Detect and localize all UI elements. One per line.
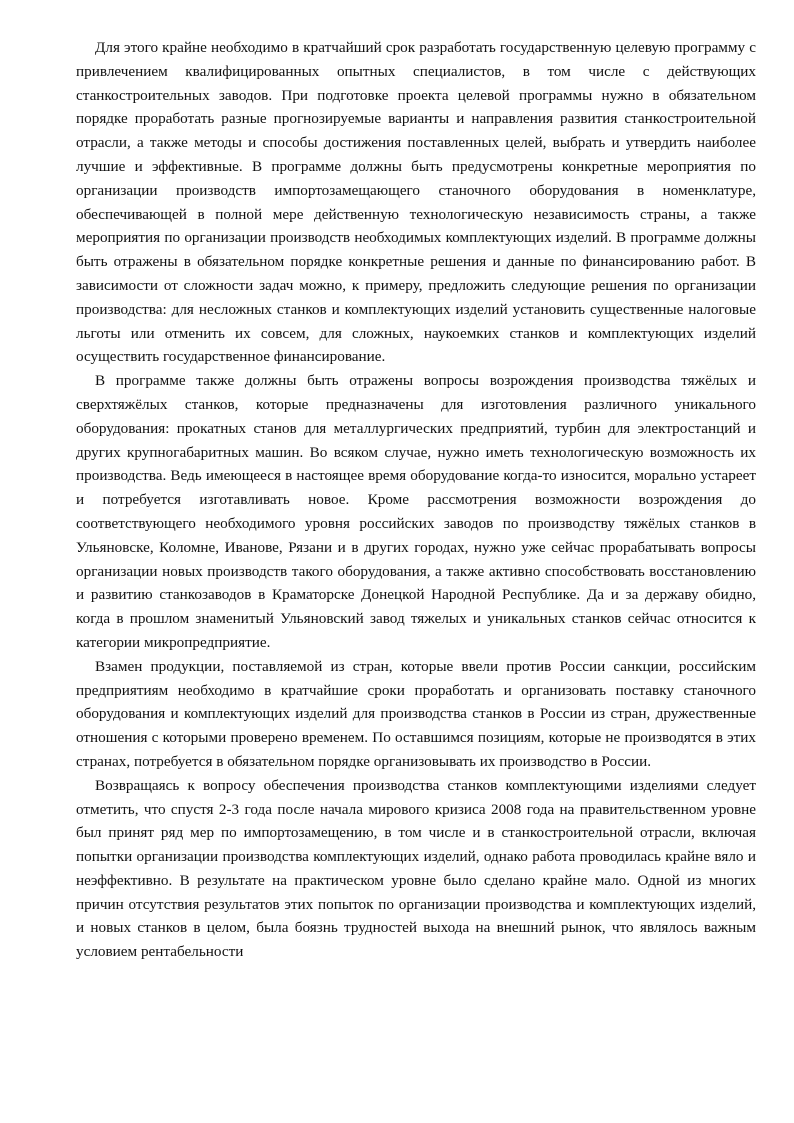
paragraph-2: В программе также должны быть отражены вопросы возрождения производства тяжёлых и сверхтяжёлых станков, которые предназначены для изготовления различного уникального оборудования: прокатных станов для металлургических предприятий, турбин для электростанций и других крупногабаритных машин. Во всяком случае, нужно иметь технологическую возможность их производства. Ведь имеющееся в настоящее время оборудование когда-то износится, морально устареет и потребуется изготавливать новое. Кроме рассмотрения возможности возрождения до соответствующего необходимого уровня российских заводов по производству тяжёлых станков в Ульяновске, Коломне, Иванове, Рязани и в других городах, нужно уже сейчас прорабатывать вопросы организации новых производств такого оборудования, а также активно способствовать восстановлению и развитию станкозаводов в Краматорске Донецкой Народной Республике. Да и за державу обидно, когда в прошлом знаменитый Ульяновский завод тяжелых и уникальных станков сейчас относится к категории микропредприятие.: [76, 372, 756, 651]
document-page: [76, 36, 756, 964]
paragraph-1: Для этого крайне необходимо в кратчайший срок разработать государственную целевую программу с привлечением квалифицированных опытных специалистов, в том числе с действующих станкостроительных заводов. При подготовке проекта целевой программы нужно в обязательном порядке проработать разные прогнозируемые варианты и направления развития станкостроительной отрасли, а также методы и способы достижения поставленных целей, выбрать и утвердить наиболее лучшие и эффективные. В программе должны быть предусмотрены конкретные мероприятия по организации производств импортозамещающего станочного оборудования в номенклатуре, обеспечивающей в полной мере действенную технологическую независимость страны, а также мероприятия по организации производств необходимых комплектующих изделий. В программе должны быть отражены в обязательном порядке конкретные решения и данные по финансированию работ. В зависимости от сложности задач можно, к примеру, предложить следующие решения по организации производства: для несложных станков и комплектующих изделий установить существенные налоговые льготы или отменить их совсем, для сложных, наукоемких станков и комплектующих изделий осуществить государственное финансирование.: [76, 39, 756, 366]
paragraph-4: Возвращаясь к вопросу обеспечения производства станков комплектующими изделиями следует отметить, что спустя 2-3 года после начала мирового кризиса 2008 года на правительственном уровне был принят ряд мер по импортозамещению, в том числе и в станкостроительной отрасли, включая попытки организации производства комплектующих изделий, однако работа проводилась крайне вяло и неэффективно. В результате на практическом уровне было сделано крайне мало. Одной из многих причин отсутствия результатов этих попыток по организации производства и комплектующих изделий, и новых станков в целом, была боязнь трудностей выхода на внешний рынок, что являлось важным условием рентабельности: [76, 776, 756, 961]
paragraph-3: Взамен продукции, поставляемой из стран, которые ввели против России санкции, российским предприятиям необходимо в кратчайшие сроки проработать и организовать поставку станочного оборудования и комплектующих изделий для производства станков в России из стран, дружественные отношения с которыми проверено временем. По оставшимся позициям, которые не производятся в этих странах, потребуется в обязательном порядке организовывать их производство в России.: [76, 657, 756, 770]
